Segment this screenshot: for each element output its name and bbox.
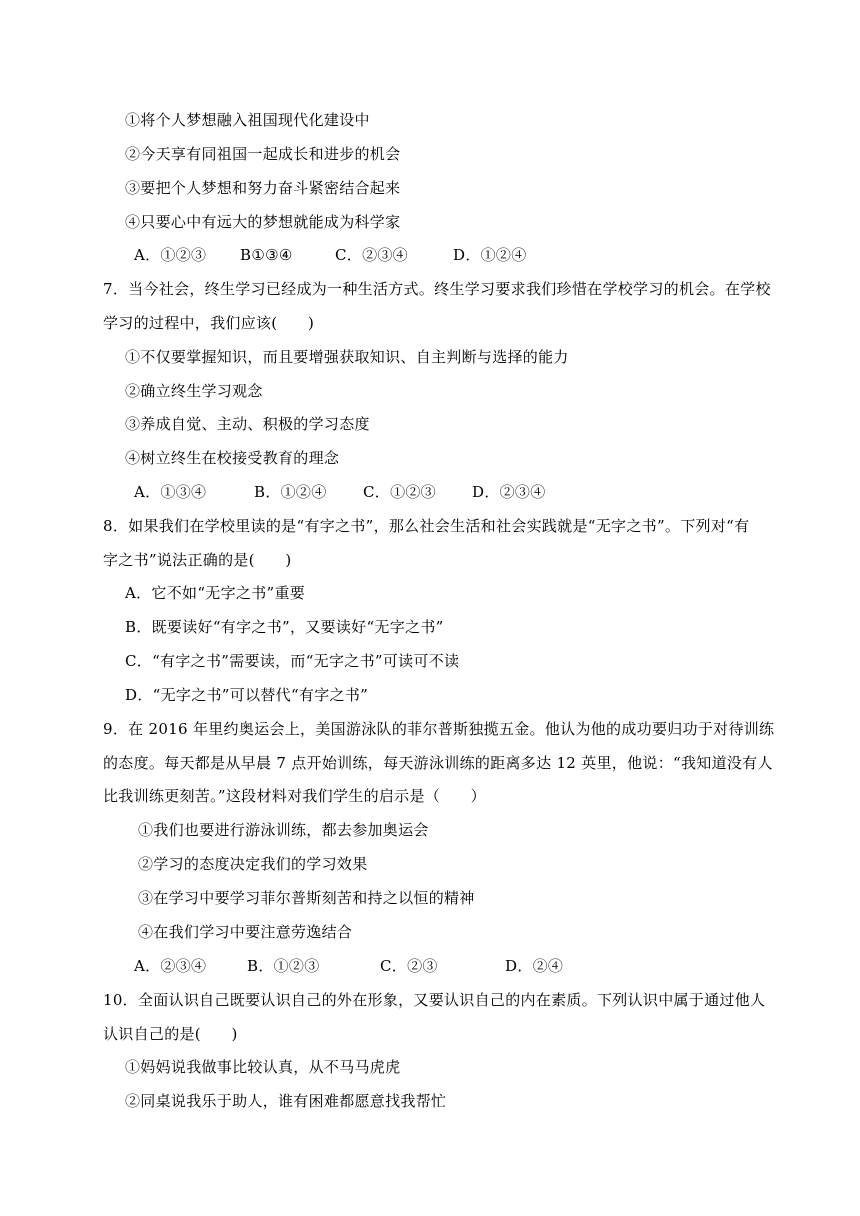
q8-stem-line-2: 字之书”说法正确的是( ) xyxy=(103,551,292,569)
q6-item-2: ②今天享有同祖国一起成长和进步的机会 xyxy=(125,145,401,163)
q6-option-b: B①③④ xyxy=(240,246,293,264)
q9-option-c: C．②③ xyxy=(380,957,438,975)
q9-item-3: ③在学习中要学习菲尔普斯刻苦和持之以恒的精神 xyxy=(138,889,475,907)
q7-option-a: A．①③④ xyxy=(134,483,207,501)
q7-item-4: ④树立终生在校接受教育的理念 xyxy=(125,449,340,467)
q6-option-c: C．②③④ xyxy=(335,246,408,264)
q8-option-c: C．“有字之书”需要读，而“无字之书”可读可不读 xyxy=(125,652,460,670)
q9-item-1: ①我们也要进行游泳训练，都去参加奥运会 xyxy=(138,821,429,839)
q8-option-a: A．它不如“无字之书”重要 xyxy=(125,584,306,602)
q7-item-2: ②确立终生学习观念 xyxy=(125,382,263,400)
q6-item-4: ④只要心中有远大的梦想就能成为科学家 xyxy=(125,213,401,231)
q7-stem-line-1: 7．当今社会，终生学习已经成为一种生活方式。终生学习要求我们珍惜在学校学习的机会。在学校 xyxy=(103,280,771,298)
q6-options-row xyxy=(134,245,527,265)
q6-option-d: D．①②④ xyxy=(453,246,527,264)
q8-stem-line-1: 8．如果我们在学校里读的是“有字之书”，那么社会生活和社会实践就是“无字之书”。下列对“有 xyxy=(103,517,750,535)
q10-item-2: ②同桌说我乐于助人，谁有困难都愿意找我帮忙 xyxy=(125,1092,447,1110)
q10-stem-line-1: 10．全面认识自己既要认识自己的外在形象，又要认识自己的内在素质。下列认识中属于通过他人 xyxy=(103,991,766,1009)
q9-stem-line-2: 的态度。每天都是从早晨 7 点开始训练，每天游泳训练的距离多达 12 英里，他说：“我知道没有人 xyxy=(103,754,773,772)
q9-stem-line-1: 9．在 2016 年里约奥运会上，美国游泳队的菲尔普斯独揽五金。他认为他的成功要归功于对待训练 xyxy=(103,720,775,738)
q7-option-d: D．②③④ xyxy=(472,483,546,501)
q6-item-3: ③要把个人梦想和努力奋斗紧密结合起来 xyxy=(125,179,401,197)
q9-option-b: B．①②③ xyxy=(247,957,320,975)
q7-options-row xyxy=(134,482,546,502)
q6-option-a: A．①②③ xyxy=(134,246,207,264)
q10-item-1: ①妈妈说我做事比较认真，从不马马虎虎 xyxy=(125,1058,401,1076)
q7-option-b: B．①②④ xyxy=(254,483,327,501)
q9-item-2: ②学习的态度决定我们的学习效果 xyxy=(138,855,368,873)
q7-item-3: ③养成自觉、主动、积极的学习态度 xyxy=(125,415,370,433)
q6-item-1: ①将个人梦想融入祖国现代化建设中 xyxy=(125,111,370,129)
q9-option-d: D．②④ xyxy=(505,957,564,975)
q8-option-d: D．“无字之书”可以替代“有字之书” xyxy=(125,686,369,704)
q9-stem-line-3: 比我训练更刻苦。”这段材料对我们学生的启示是（ ） xyxy=(103,787,486,805)
q8-option-b: B．既要读好“有字之书”，又要读好“无字之书” xyxy=(125,618,444,636)
q7-item-1: ①不仅要掌握知识，而且要增强获取知识、自主判断与选择的能力 xyxy=(125,348,569,366)
q10-stem-line-2: 认识自己的是( ) xyxy=(103,1025,238,1043)
q7-option-c: C．①②③ xyxy=(363,483,436,501)
q9-option-a: A．②③④ xyxy=(134,957,207,975)
q9-options-row xyxy=(134,956,563,976)
q7-stem-line-2: 学习的过程中，我们应该( ) xyxy=(103,314,315,332)
q9-item-4: ④在我们学习中要注意劳逸结合 xyxy=(138,923,353,941)
